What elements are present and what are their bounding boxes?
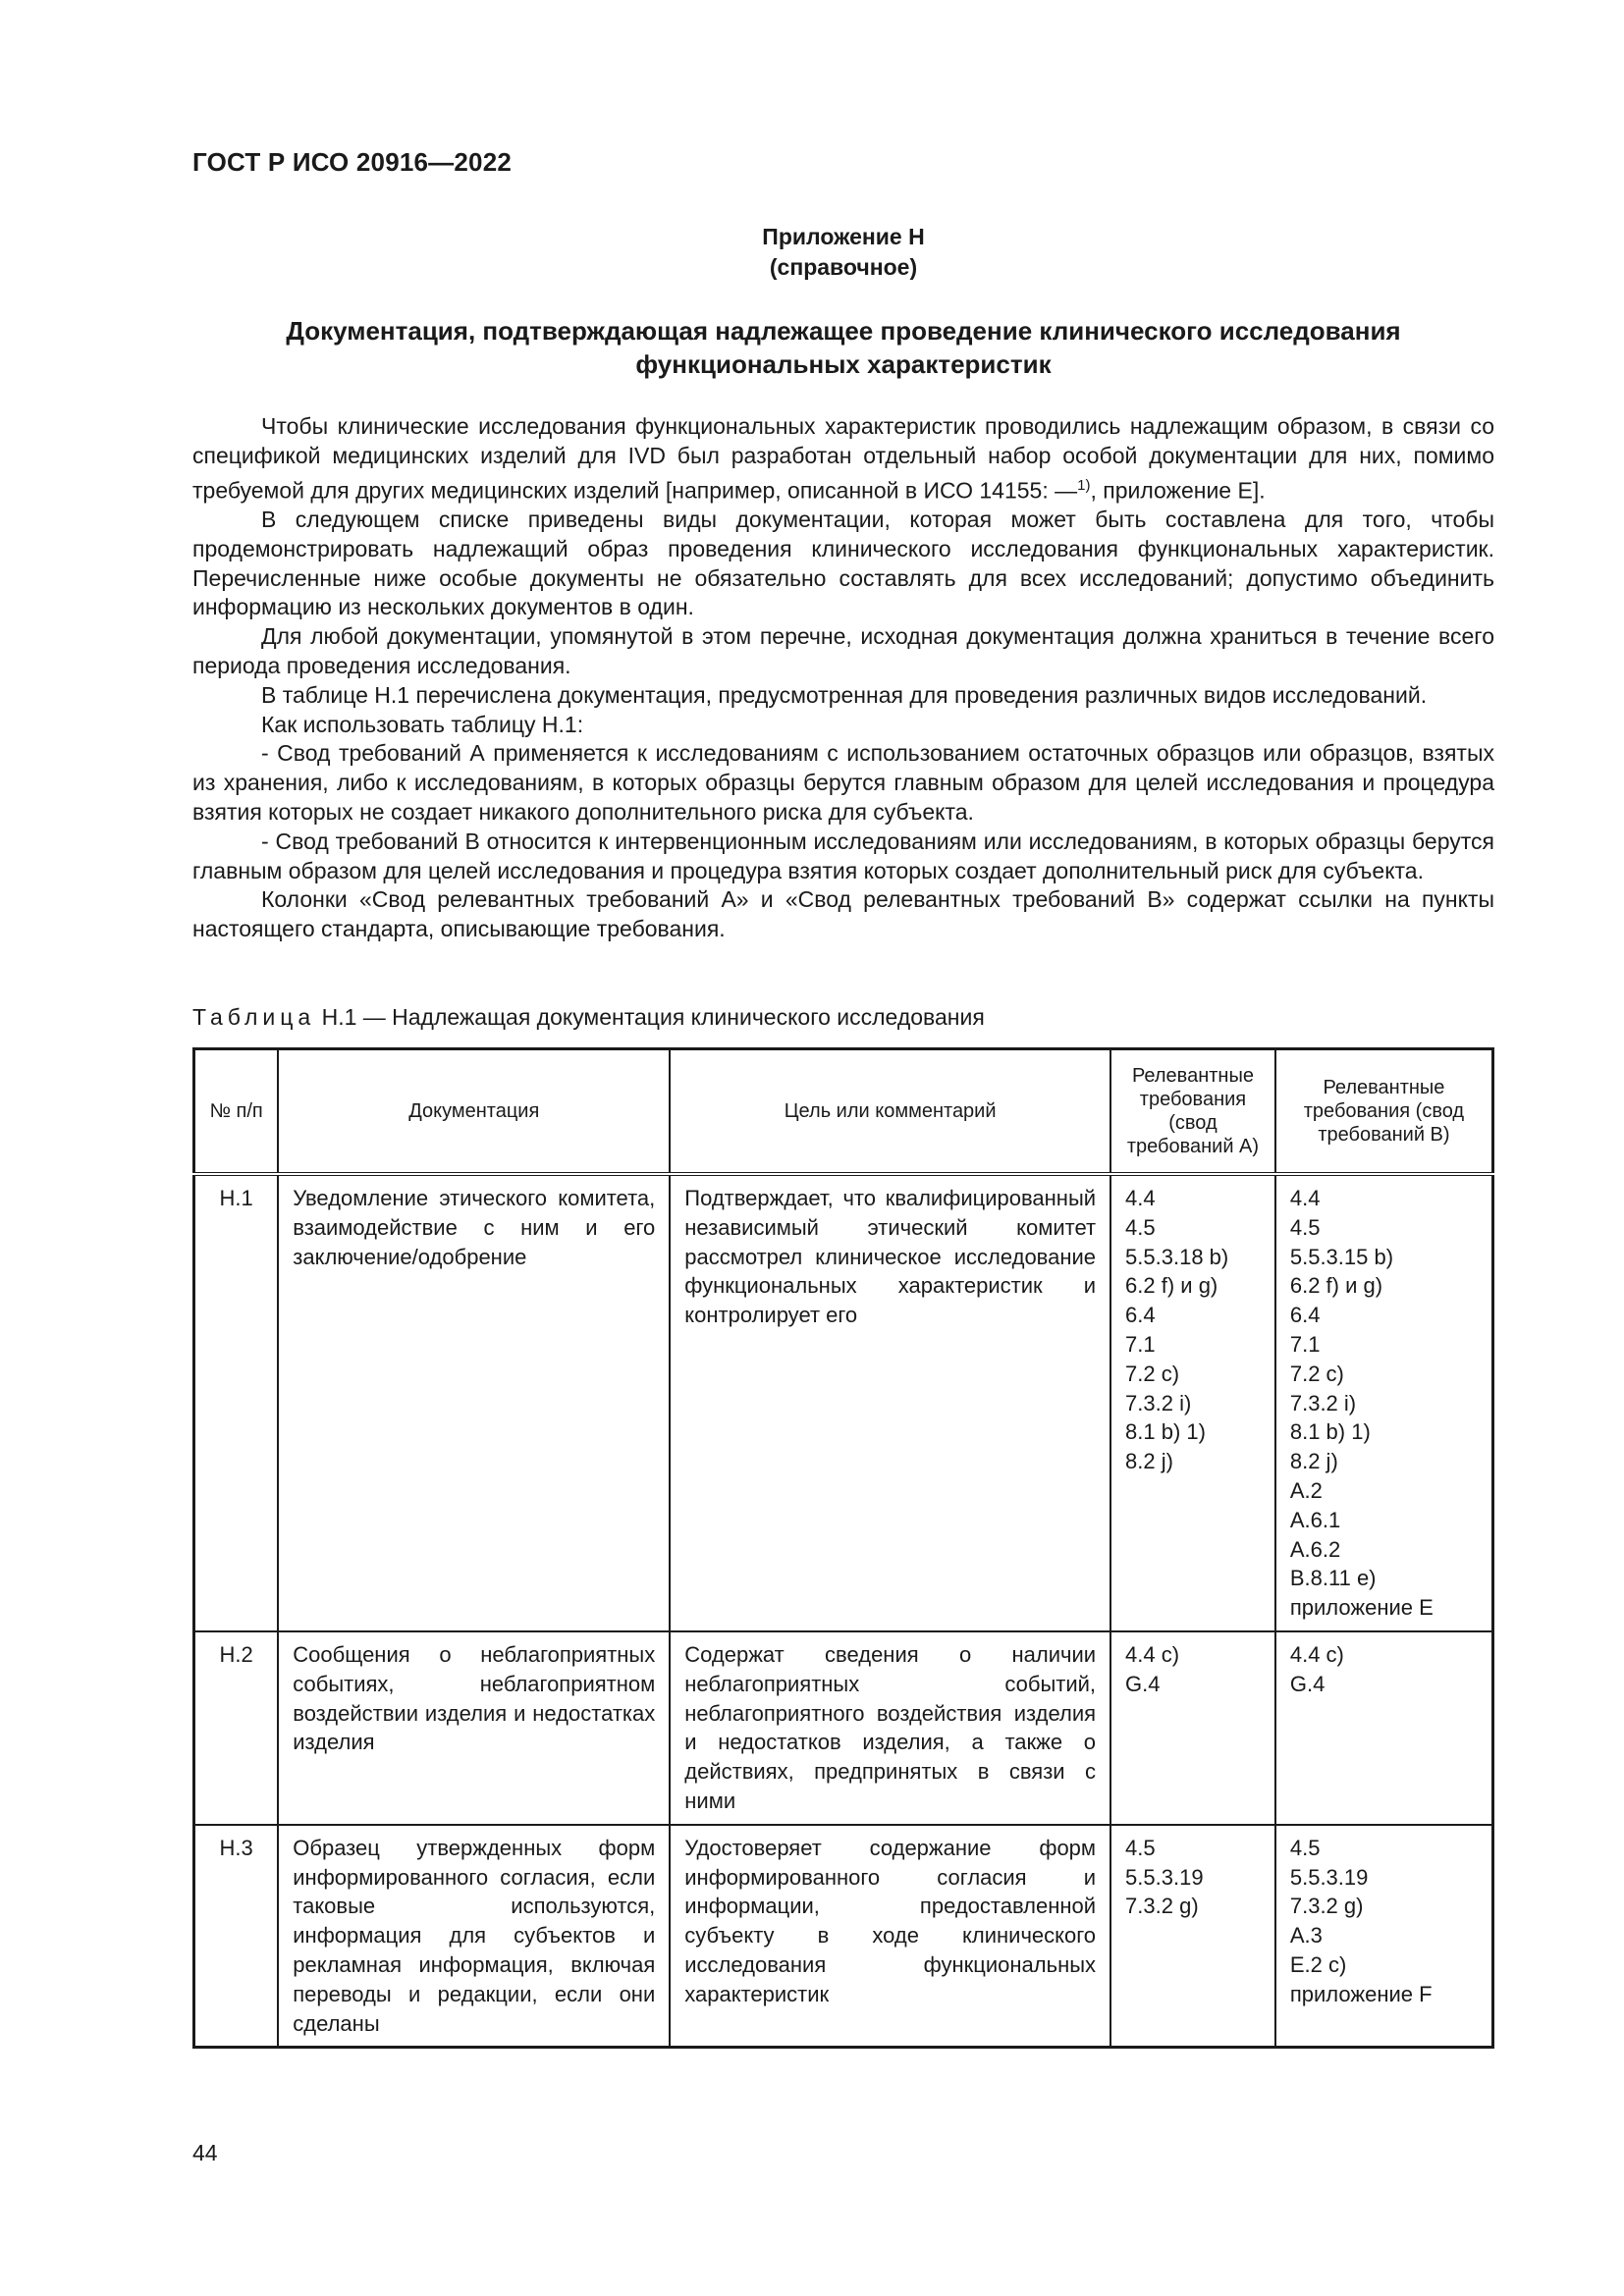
requirement-ref: 7.2 c)	[1289, 1361, 1344, 1386]
requirement-ref: 7.1	[1289, 1331, 1321, 1357]
row-requirements-a	[1110, 1174, 1275, 1631]
header-num: № п/п	[194, 1049, 279, 1175]
requirement-ref: приложение Е	[1289, 1595, 1434, 1621]
table-caption-text: Н.1 — Надлежащая документация клинического исследования	[315, 1004, 985, 1030]
requirement-ref: 4.4 c)	[1125, 1641, 1180, 1667]
paragraph: - Свод требований А применяется к исследованиям с использованием остаточных образцов или образцов, взятых из хранения, либо к исследованиям, в которых образцы берутся главным образом для целей исследования и процедура взятия которых не создает никакого дополнительного риска для субъекта.	[192, 740, 1494, 826]
requirement-ref: 4.4	[1289, 1186, 1321, 1210]
paragraph: В следующем списке приведены виды документации, которая может быть составлена для того, чтобы продемонстрировать надлежащий образ проведения клинического исследования функциональных характеристик. Перечисленные ниже особые документы не обязательно составлять для всех исследований; допустимо объединить информацию из нескольких документов в один.	[192, 507, 1494, 620]
page-number: 44	[192, 2140, 218, 2165]
row-documentation: Уведомление этического комитета, взаимодействие с ним и его заключение/одобрение	[278, 1174, 670, 1631]
row-purpose: Содержат сведения о наличии неблагоприятных событий, неблагоприятного воздействия изделия и недостатков изделия, а также о действиях, предпринятых в связи с ними	[670, 1631, 1110, 1825]
requirement-ref: G.4	[1289, 1671, 1326, 1696]
requirement-ref: 7.2 c)	[1125, 1361, 1180, 1386]
requirement-ref: 7.3.2 i)	[1289, 1390, 1357, 1415]
requirement-ref: 4.4	[1125, 1186, 1156, 1210]
paragraph	[192, 412, 1494, 506]
annex-note: (справочное)	[769, 254, 918, 280]
requirement-ref: 4.5	[1125, 1214, 1156, 1240]
requirement-ref: A.2	[1289, 1477, 1323, 1503]
paragraph: Для любой документации, упомянутой в этом перечне, исходная документация должна храниться в течение всего периода проведения исследования.	[192, 623, 1494, 679]
table-row	[194, 1631, 1493, 1825]
requirement-ref: 6.4	[1125, 1303, 1156, 1328]
requirement-ref: A.3	[1289, 1923, 1323, 1949]
row-number: Н.1	[194, 1174, 279, 1631]
requirement-ref: 8.2 j)	[1289, 1449, 1338, 1474]
paragraph: Как использовать таблицу Н.1:	[261, 711, 584, 737]
requirement-ref: 4.4 c)	[1289, 1641, 1344, 1667]
table-row	[194, 1825, 1493, 2048]
row-requirements-a	[1110, 1631, 1275, 1825]
annex-heading	[192, 314, 1494, 381]
requirement-ref: 8.1 b) 1)	[1125, 1419, 1206, 1445]
row-number: Н.2	[194, 1631, 279, 1825]
paragraph-text: , приложение Е].	[1090, 477, 1266, 504]
requirement-ref: 5.5.3.19	[1289, 1864, 1369, 1890]
requirement-ref: 7.3.2 g)	[1125, 1894, 1199, 1919]
requirement-ref: 6.4	[1289, 1303, 1321, 1328]
requirement-ref: A.6.1	[1289, 1507, 1341, 1532]
paragraph: - Свод требований В относится к интервенционным исследованиям или исследованиям, в которых образцы берутся главным образом для целей исследования и процедура взятия которых создает дополнительный риск для субъекта.	[192, 828, 1494, 883]
table-header-row	[194, 1049, 1493, 1175]
row-purpose: Подтверждает, что квалифицированный независимый этический комитет рассмотрел клиническое исследование функциональных характеристик и контролирует его	[670, 1174, 1110, 1631]
header-requirements-b: Релевантные требования (свод требований В)	[1275, 1049, 1493, 1175]
table-caption-word: Таблица	[192, 1004, 316, 1030]
row-purpose: Удостоверяет содержание форм информированного согласия и информации, предоставленной субъекту в ходе клинического исследования функциональных характеристик	[670, 1825, 1110, 2048]
requirement-ref: 8.2 j)	[1125, 1449, 1173, 1474]
requirement-ref: E.2 c)	[1289, 1951, 1347, 1977]
requirement-ref: A.6.2	[1289, 1536, 1341, 1562]
row-requirements-b	[1275, 1174, 1493, 1631]
requirement-ref: 7.3.2 i)	[1125, 1390, 1192, 1415]
requirement-ref: 4.5	[1289, 1214, 1321, 1240]
requirement-ref: 4.5	[1125, 1835, 1156, 1860]
body-text	[192, 412, 1494, 944]
requirement-ref: приложение F	[1289, 1981, 1433, 2006]
standard-header: ГОСТ Р ИСО 20916—2022	[192, 147, 513, 177]
requirement-ref: 5.5.3.18 b)	[1125, 1244, 1229, 1269]
row-number: Н.3	[194, 1825, 279, 2048]
requirement-ref: 5.5.3.19	[1125, 1864, 1204, 1890]
requirement-ref: 4.5	[1289, 1835, 1321, 1860]
requirement-ref: 8.1 b) 1)	[1289, 1419, 1371, 1445]
paragraph-text: Чтобы клинические исследования функциональных характеристик проводились надлежащим образом, в связи со спецификой медицинских изделий для IVD был разработан отдельный набор особой документации для них, помимо требуемой для других медицинских изделий [например, описанной в ИСО 14155: —	[192, 413, 1494, 504]
row-requirements-a	[1110, 1825, 1275, 2048]
annex-heading-line2: функциональных характеристик	[635, 349, 1052, 379]
requirement-ref: 6.2 f) и g)	[1125, 1273, 1218, 1299]
requirement-ref: 6.2 f) и g)	[1289, 1273, 1383, 1299]
annex-title: Приложение Н	[762, 224, 925, 249]
footnote-ref: 1)	[1077, 476, 1091, 494]
header-requirements-a: Релевантные требования (свод требований А)	[1110, 1049, 1275, 1175]
requirement-ref: 7.1	[1125, 1331, 1156, 1357]
row-requirements-b	[1275, 1631, 1493, 1825]
table-row	[194, 1174, 1493, 1631]
requirement-ref: G.4	[1125, 1671, 1161, 1696]
paragraph: Колонки «Свод релевантных требований А» и «Свод релевантных требований В» содержат ссылки на пункты настоящего стандарта, описывающие требования.	[192, 886, 1494, 942]
row-documentation: Образец утвержденных форм информированного согласия, если таковые используются, информация для субъектов и рекламная информация, включая переводы и редакции, если они сделаны	[278, 1825, 670, 2048]
table-caption	[192, 1004, 985, 1031]
requirement-ref: B.8.11 e)	[1289, 1566, 1377, 1591]
paragraph: В таблице Н.1 перечислена документация, предусмотренная для проведения различных видов исследований.	[261, 681, 1428, 708]
row-requirements-b	[1275, 1825, 1493, 2048]
header-purpose: Цель или комментарий	[670, 1049, 1110, 1175]
annex-heading-line1: Документация, подтверждающая надлежащее проведение клинического исследования	[286, 316, 1401, 346]
row-documentation: Сообщения о неблагоприятных событиях, неблагоприятном воздействии изделия и недостатках изделия	[278, 1631, 670, 1825]
header-documentation: Документация	[278, 1049, 670, 1175]
documentation-table	[192, 1047, 1494, 2049]
requirement-ref: 7.3.2 g)	[1289, 1894, 1364, 1919]
requirement-ref: 5.5.3.15 b)	[1289, 1244, 1394, 1269]
